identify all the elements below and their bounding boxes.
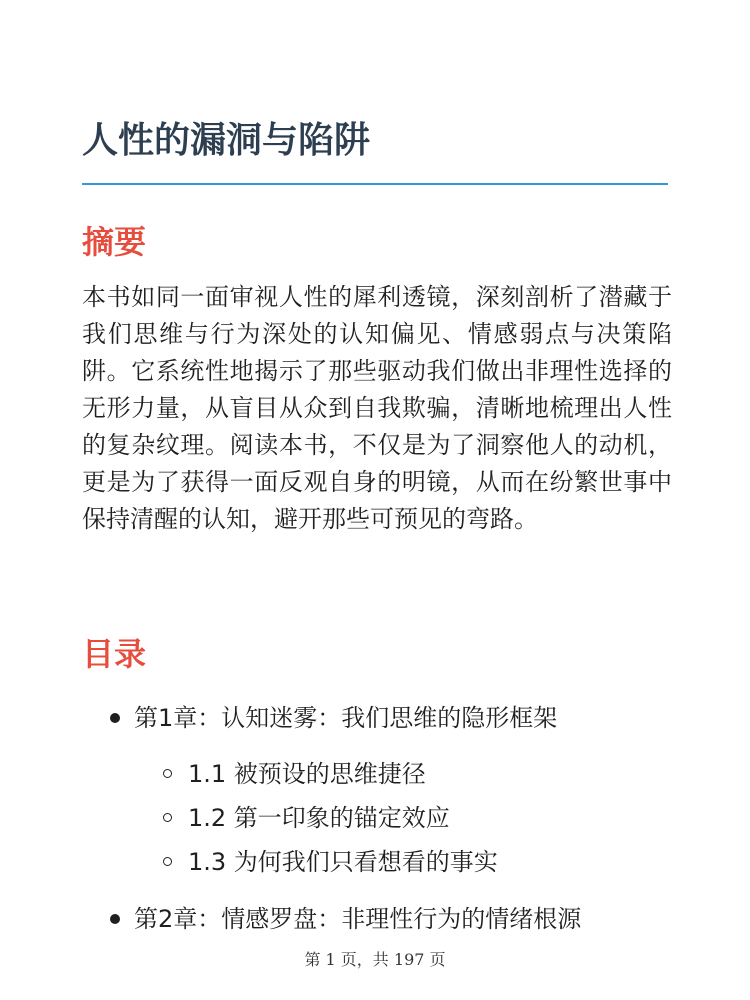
toc-section-1-1[interactable]: 1.1 被预设的思维捷径 bbox=[188, 760, 426, 788]
circle-bullet-icon bbox=[163, 813, 172, 822]
bullet-icon bbox=[110, 914, 120, 924]
circle-bullet-icon bbox=[163, 769, 172, 778]
bullet-icon bbox=[110, 713, 120, 723]
summary-text: 本书如同一面审视人性的犀利透镜，深刻剖析了潜藏于我们思维与行为深处的认知偏见、情感弱点与决策陷阱。它系统性地揭示了那些驱动我们做出非理性选择的无形力量，从盲目从众到自我欺骗，清晰地梳理出人性的复杂纹理。阅读本书，不仅是为了洞察他人的动机，更是为了获得一面反观自身的明镜，从而在纷繁世事中保持清醒的认知，避开那些可预见的弯路。 bbox=[82, 283, 672, 533]
summary-heading: 摘要 bbox=[82, 223, 147, 261]
document-title: 人性的漏洞与陷阱 bbox=[82, 120, 371, 161]
toc-chapter-2[interactable]: 第2章：情感罗盘：非理性行为的情绪根源 bbox=[134, 905, 582, 933]
page-number: 第 1 页，共 197 页 bbox=[304, 950, 446, 969]
toc-section-1-3[interactable]: 1.3 为何我们只看想看的事实 bbox=[188, 848, 498, 876]
circle-bullet-icon bbox=[163, 857, 172, 866]
toc-heading: 目录 bbox=[82, 635, 147, 673]
toc-section-1-2[interactable]: 1.2 第一印象的锚定效应 bbox=[188, 804, 450, 832]
title-divider bbox=[82, 183, 668, 185]
toc-chapter-1[interactable]: 第1章：认知迷雾：我们思维的隐形框架 bbox=[134, 704, 558, 732]
